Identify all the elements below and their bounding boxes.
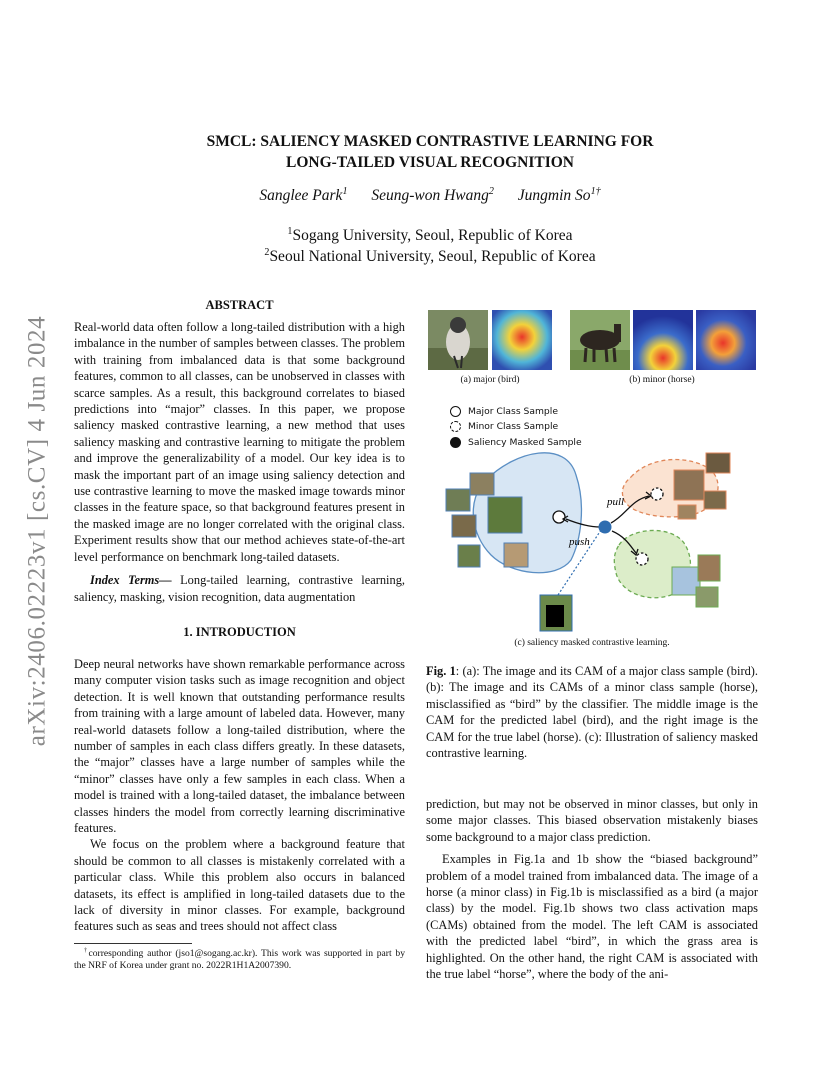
arxiv-stamp-text: arXiv:2406.02223v1 [cs.CV] 4 Jun 2024 xyxy=(23,315,51,747)
arxiv-stamp xyxy=(22,302,52,760)
legend-minor: Minor Class Sample xyxy=(450,421,558,432)
title-line-2: LONG-TAILED VISUAL RECOGNITION xyxy=(286,154,574,171)
footnote-rule xyxy=(74,943,192,944)
footnote: †corresponding author (jso1@sogang.ac.kr). This work was supported in part by the NRF of Korea under grant no. 2022R1H1A2007390. xyxy=(74,946,405,972)
figure-1-caption-label: Fig. 1 xyxy=(426,664,456,678)
affiliation-list xyxy=(120,225,740,267)
minor-thumb-3 xyxy=(704,491,726,509)
left-column xyxy=(74,298,405,973)
figure-1 xyxy=(426,305,758,651)
author-2: Seung-won Hwang$^2$ xyxy=(371,185,494,204)
figure-1-caption-text: : (a): The image and its CAM of a major class sample (bird). (b): The image and its CAMs of a minor class sample (horse), misclassified as “bird” by the classifier. The middle image is the CAM for the predicted label (bird), and the right image is the CAM for the true label (horse). (c): Illustration of saliency masked contrastive learning. xyxy=(426,664,758,761)
figure-1b-label: (b) minor (horse) xyxy=(629,375,695,385)
abstract-text: Real-world data often follow a long-tailed distribution with a high imbalance in the number of samples between classes. The problem with training from imbalanced data is that some background features, common to all classes, can be unobserved in classes with scarce samples. As a result, this background correlates to biased predictions into “major” classes. In this paper, we propose saliency masked contrastive learning, a new method that uses saliency masking and contrastive learning to mitigate the problem and improve the generalizability of a model. Our key idea is to mask the important part of an image using saliency detection and use contrastive learning to move the masked image towards minor classes in the feature space, so that background features present in the masked image are no longer correlated with the original class. Experiment results show that our method achieves state-of-the-art level performance on benchmark long-tailed datasets. xyxy=(74,320,405,564)
author-1: Sanglee Park$^1$ xyxy=(259,185,348,204)
legend-major: Major Class Sample xyxy=(450,406,558,417)
major-thumb-6 xyxy=(504,543,528,567)
title-line-1: SMCL: SALIENCY MASKED CONTRASTIVE LEARNING FOR xyxy=(206,133,654,150)
major-thumb-2 xyxy=(470,473,494,495)
minor-thumb-1 xyxy=(674,470,704,500)
minor-sample-node-bottom xyxy=(636,553,648,565)
affiliation-2: $^2$Seoul National University, Seoul, Republic of Korea xyxy=(264,246,596,265)
major-sample-node xyxy=(553,511,565,523)
minor-thumb-4 xyxy=(678,505,696,519)
minor-thumb-6 xyxy=(698,555,720,581)
figure-1c-label: (c) saliency masked contrastive learning. xyxy=(514,638,670,648)
introduction-paragraph-2: We focus on the problem where a background feature that should be common to all classes is mistakenly correlated with a particular class. While this problem also occurs in balanced datasets, its effect is amplified in long-tailed datasets due to the lack of diversity in minor classes. For example, background features such as seas and trees should not affect class xyxy=(74,837,405,934)
mask-patch xyxy=(546,605,564,627)
contrastive-diagram xyxy=(426,305,758,651)
minor-thumb-7 xyxy=(696,587,718,607)
right-paragraph-2: Examples in Fig.1a and 1b show the “biased background” problem of a model trained from imbalanced data. The image of a horse (a minor class) in Fig.1b is misclassified as a bird (a major class) by the model. Fig.1b shows two class activation maps (CAMs) obtained from the model. The left CAM is associated with the predicted label “bird”, in which the grass area is highlighted. On the other hand, the right CAM is associated with the true label “horse”, where the body of the ani- xyxy=(426,852,758,982)
introduction-paragraph-1: Deep neural networks have shown remarkable performance across many computer vision tasks such as image recognition and object detection. It is well known that outstanding performance results from training with a large amount of labeled data. However, many real-world datasets follow a long-tailed distribution, where the number of samples in each class differs greatly. In these datasets, the “major” classes have a large number of samples while the “minor” classes have only a few samples in each class. When a model is trained with a long-tailed dataset, the imbalance between classes hinders the model from correctly learning discriminative features. xyxy=(74,656,405,835)
introduction-heading: 1. INTRODUCTION xyxy=(183,624,296,639)
push-label: push xyxy=(569,536,590,548)
pull-label: pull xyxy=(607,496,625,508)
author-3: Jungmin $So^{1\dagger}$ xyxy=(517,185,601,204)
major-thumb-4 xyxy=(488,497,522,533)
minor-sample-node-top xyxy=(651,488,663,500)
index-terms-text: Long-tailed learning, contrastive learning, saliency, masking, vision recognition, data augmentation xyxy=(74,573,405,604)
paper-title xyxy=(120,131,740,173)
affiliation-1: $^1$Sogang University, Seoul, Republic of Korea xyxy=(287,225,573,244)
legend-masked: Saliency Masked Sample xyxy=(450,437,582,448)
figure-1-caption xyxy=(426,663,758,761)
minor-thumb-2 xyxy=(706,453,730,473)
anchor-node xyxy=(599,521,612,534)
major-thumb-1 xyxy=(446,489,470,511)
figure-1a-label: (a) major (bird) xyxy=(460,375,520,385)
abstract-heading: ABSTRACT xyxy=(205,298,274,312)
major-thumb-3 xyxy=(452,515,476,537)
index-terms xyxy=(74,572,405,605)
author-list xyxy=(120,187,740,205)
major-thumb-5 xyxy=(458,545,480,567)
right-column-body xyxy=(426,796,758,982)
right-paragraph-1: prediction, but may not be observed in minor classes, but only in some major classes. This biased observation mistakenly biases some background to a major class prediction. xyxy=(426,797,758,844)
index-terms-label: Index Terms— xyxy=(90,573,172,588)
